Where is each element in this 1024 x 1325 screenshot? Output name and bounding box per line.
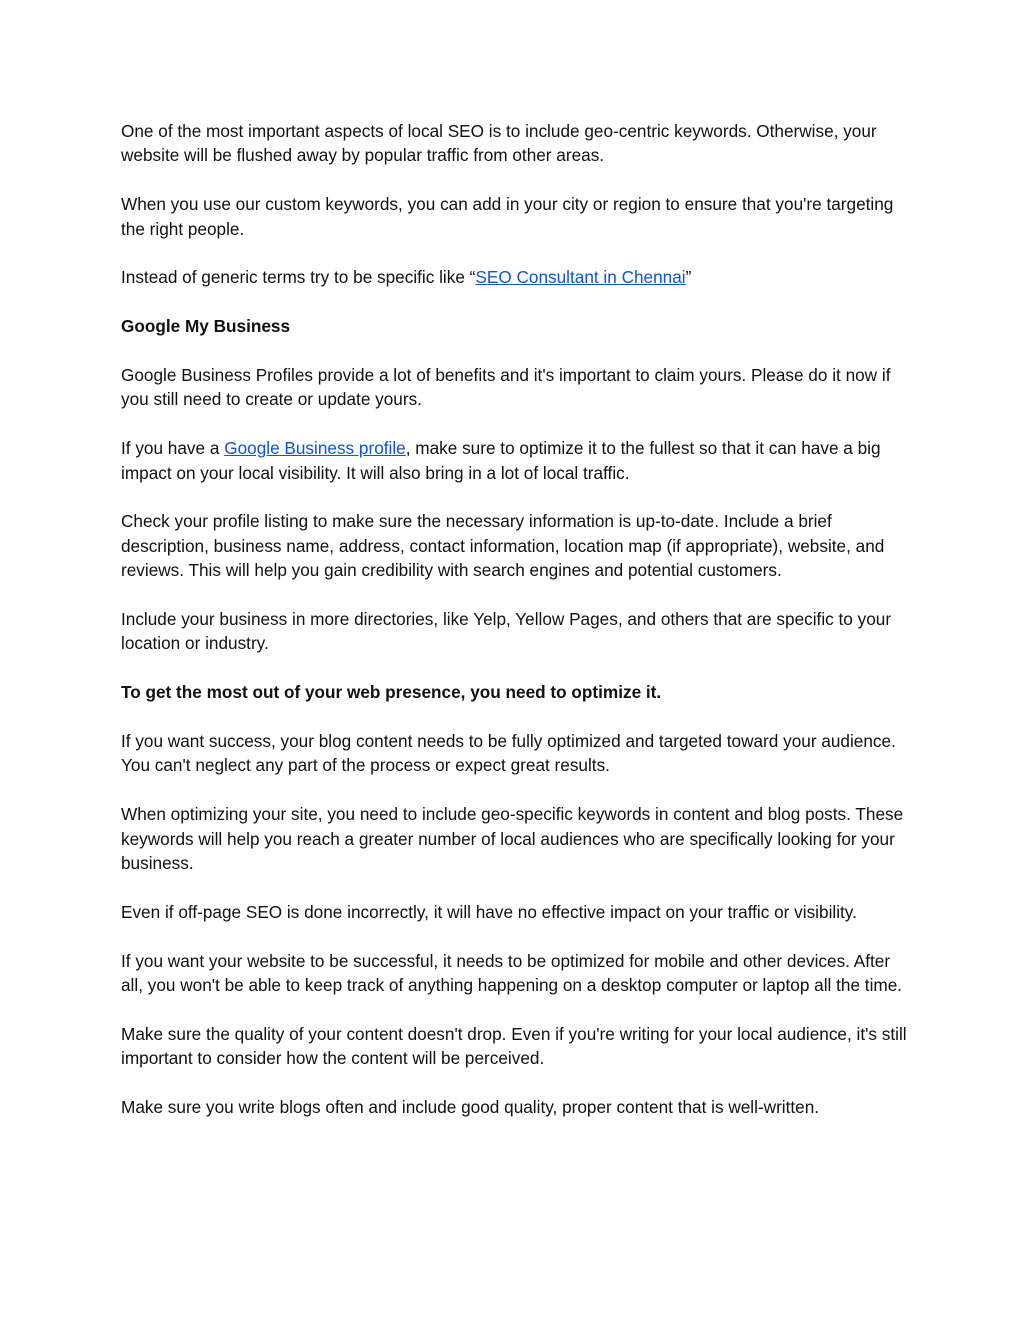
paragraph-optimize-profile [121,436,911,485]
paragraph-content-quality: Make sure the quality of your content doesn't drop. Even if you're writing for your local audience, it's still important to consider how the content will be perceived. [121,1023,907,1069]
paragraph-directories: Include your business in more directories, like Yelp, Yellow Pages, and others that are specific to your location or industry. [121,609,892,654]
google-business-profile-link[interactable]: Google Business profile [224,438,406,459]
paragraph-specific-terms [121,265,911,289]
paragraph-text: Instead of generic terms try to be specific like “ [121,267,476,288]
paragraph-blog-content: If you want success, your blog content needs to be fully optimized and targeted toward your audience. You can't neglect any part of the process or expect great results. [121,731,896,776]
heading-google-my-business: Google My Business [121,316,291,337]
paragraph-off-page-seo: Even if off-page SEO is done incorrectly, it will have no effective impact on your traffic or visibility. [121,901,857,922]
paragraph-text: ” [685,267,692,288]
paragraph-text: If you have a [121,438,225,459]
paragraph-mobile-optimization: If you want your website to be successful, it needs to be optimized for mobile and other devices. After all, you won't be able to keep track of anything happening on a desktop computer or laptop all the time. [121,950,903,996]
paragraph-write-blogs: Make sure you write blogs often and include good quality, proper content that is well-written. [121,1097,820,1118]
paragraph-text: , make sure to optimize it to the fullest so that it can have a big impact on your local visibility. It will also bring in a lot of local traffic. [121,438,881,483]
paragraph-geo-keywords: One of the most important aspects of local SEO is to include geo-centric keywords. Otherwise, your website will be flushed away by popular traffic from other areas. [121,121,877,166]
paragraph-custom-keywords: When you use our custom keywords, you can add in your city or region to ensure that you're targeting the right people. [121,194,894,239]
paragraph-geo-specific-keywords: When optimizing your site, you need to include geo-specific keywords in content and blog posts. These keywords will help you reach a greater number of local audiences who are specifically looking for your business. [121,804,904,874]
seo-consultant-link[interactable]: SEO Consultant in Chennai [475,267,686,288]
heading-optimize-web-presence: To get the most out of your web presence, you need to optimize it. [121,682,662,703]
paragraph-check-listing: Check your profile listing to make sure the necessary information is up-to-date. Include a brief description, business name, address, contact information, location map (if appropriate), website, and reviews. This will help you gain credibility with search engines and potential customers. [121,511,885,581]
document-page [121,119,911,1144]
paragraph-business-profiles: Google Business Profiles provide a lot of benefits and it's important to claim yours. Please do it now if you still need to create or update yours. [121,365,891,410]
